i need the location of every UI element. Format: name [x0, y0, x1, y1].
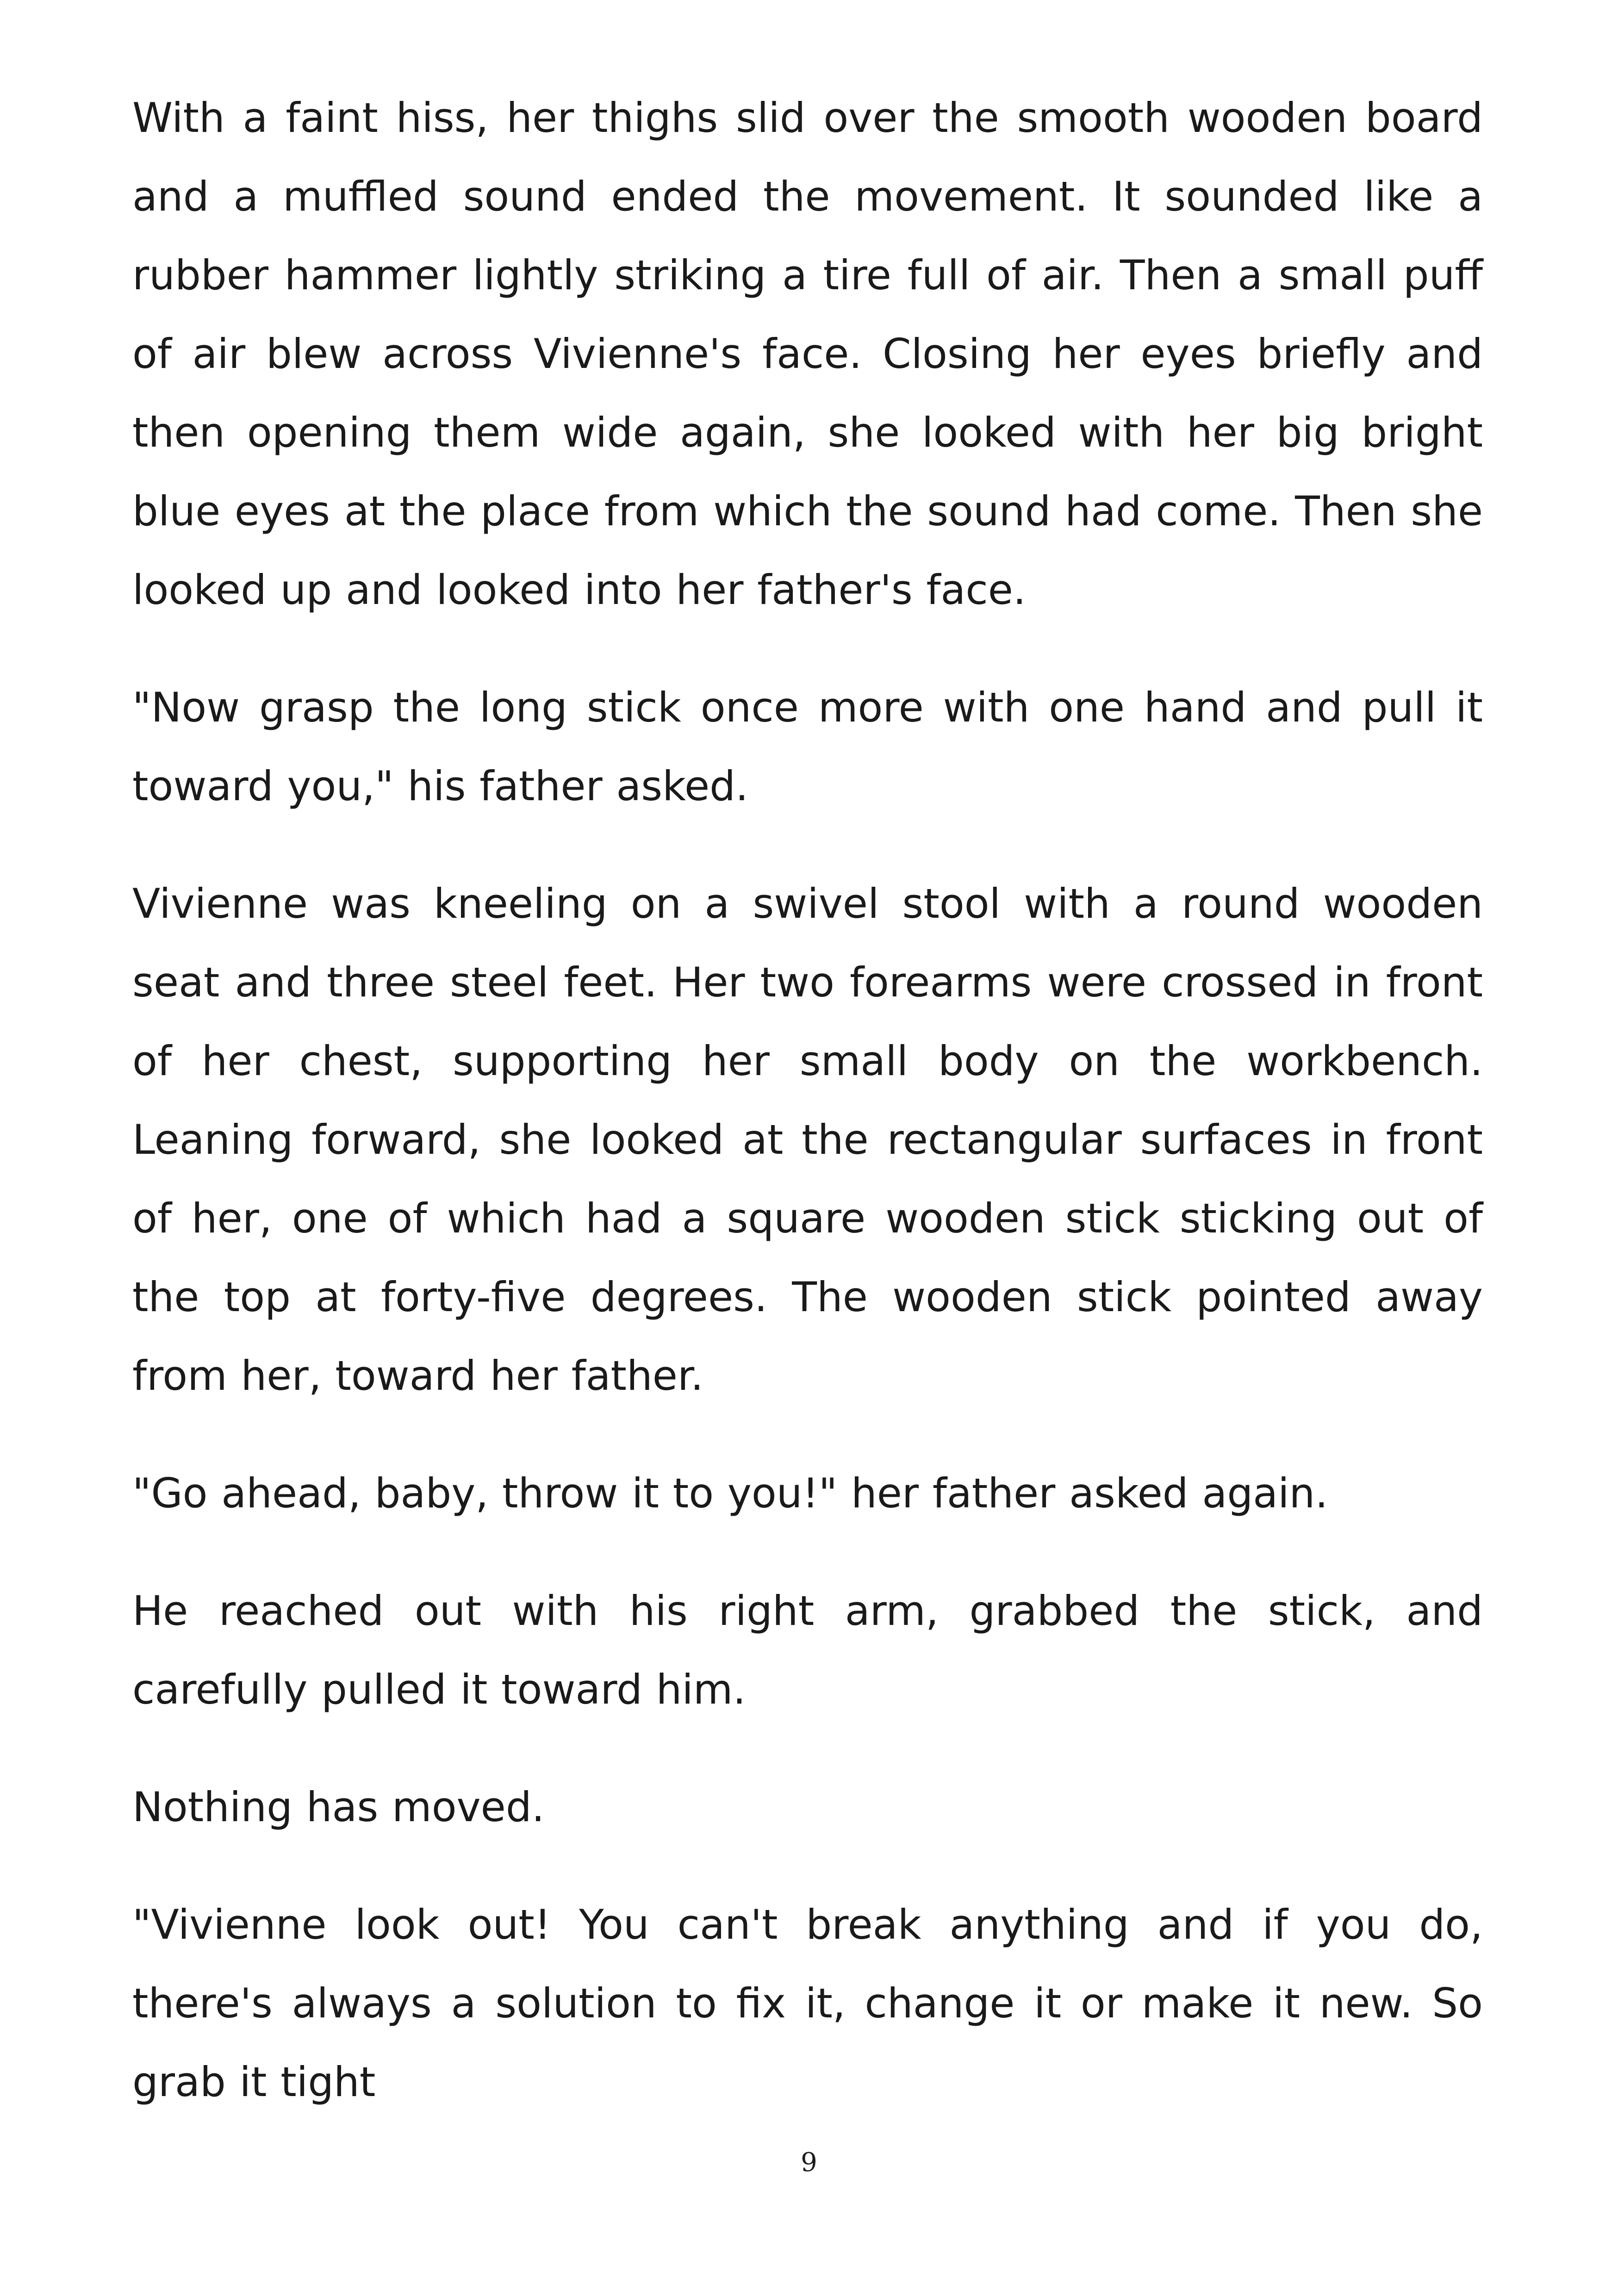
paragraph-3: Vivienne was kneeling on a swivel stool with a round wooden seat and three steel feet. Her two forearms were crossed in front of her chest, supporting her small body on the workbench. Leaning forward, she looked at the rectangular surfaces in front of her, one of which had a square wooden stick sticking out of the top at forty-five degrees. The wooden stick pointed away from her, toward her father.	[132, 880, 1483, 1400]
paragraph-1: With a faint hiss, her thighs slid over the smooth wooden board and a muffled sound ended the movement. It sounded like a rubber hammer lightly striking a tire full of air. Then a small puff of air blew across Vivienne's face. Closing her eyes briefly and then opening them wide again, she looked with her big bright blue eyes at the place from which the sound had come. Then she looked up and looked into her father's face.	[132, 94, 1483, 614]
paragraph-4: "Go ahead, baby, throw it to you!" her father asked again.	[132, 1469, 1328, 1517]
paragraph-5: He reached out with his right arm, grabbed the stick, and carefully pulled it toward him.	[132, 1587, 1483, 1713]
paragraph-6: Nothing has moved.	[132, 1783, 545, 1831]
page-number: 9	[801, 2147, 817, 2178]
page-body	[132, 79, 1483, 2122]
paragraph-2: "Now grasp the long stick once more with one hand and pull it toward you," his father asked.	[132, 684, 1483, 810]
paragraph-7: "Vivienne look out! You can't break anything and if you do, there's always a solution to fix it, change it or make it new. So grab it tight	[132, 1901, 1483, 2106]
